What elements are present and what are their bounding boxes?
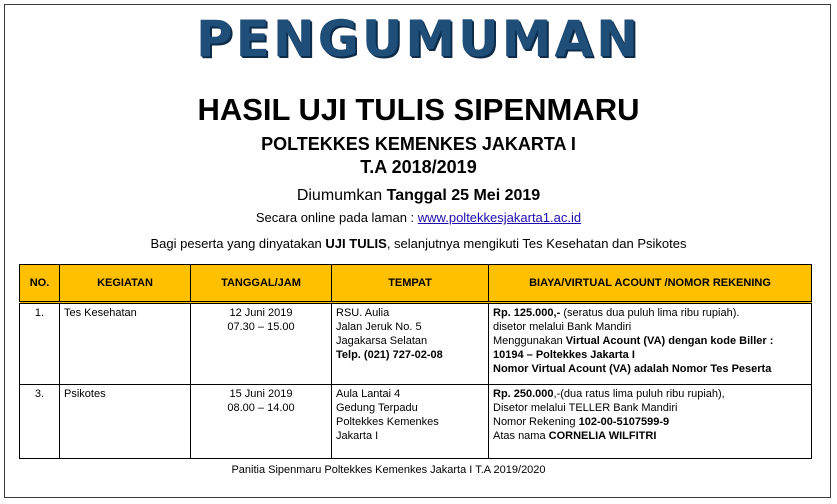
banner-heading: PENGUMUMAN [196,10,641,68]
fee-va-line [493,334,807,348]
fee-account-number: 102-00-5107599-9 [578,416,670,428]
online-info-line [0,210,837,225]
fee-amount: Rp. 125.000,- [493,307,561,319]
fee-holder-line [493,429,807,443]
fee-account-prefix: Nomor Rekening [493,416,579,428]
row-no: 3. [20,385,60,459]
fee-va-note: Nomor Virtual Acount (VA) adalah Nomor Tes Peserta [493,363,772,375]
place-line: Jalan Jeruk No. 5 [336,321,422,333]
footer-text: Panitia Sipenmaru Poltekkes Kemenkes Jakarta I T.A 2019/2020 [231,464,546,476]
row-no: 1. [20,303,60,385]
fee-amount-text: (seratus dua puluh lima ribu rupiah). [560,307,740,319]
place-line: Jagakarsa Selatan [336,335,428,347]
fee-holder-name: CORNELIA WILFITRI [548,430,657,442]
header-kegiatan: KEGIATAN [60,265,191,303]
announce-date: Tanggal 25 Mei 2019 [386,187,541,204]
row-biaya [489,385,812,459]
header-tempat: TEMPAT [332,265,489,303]
schedule-table [19,264,812,459]
institution-subtitle: POLTEKKES KEMENKES JAKARTA I [261,134,576,154]
footer-note [0,464,837,476]
row-tanggal [191,385,332,459]
fee-bank: disetor melalui Bank Mandiri [493,321,632,333]
note-prefix: Bagi peserta yang dinyatakan [150,236,326,251]
row-time: 08.00 – 14.00 [227,402,295,414]
place-phone: Telp. (021) 727-02-08 [336,349,443,361]
fee-amount-text: ,-(dua ratus lima puluh ribu rupiah), [553,388,725,400]
row-date: 15 Juni 2019 [229,388,293,400]
instruction-note [0,236,837,251]
fee-amount: Rp. 250.000 [493,388,554,400]
place-line: Aula Lantai 4 [336,388,401,400]
announcement-date-line [0,187,837,205]
header-biaya: BIAYA/VIRTUAL ACOUNT /NOMOR REKENING [489,265,812,303]
row-time: 07.30 – 15.00 [227,321,295,333]
fee-holder-prefix: Atas nama [493,430,549,442]
row-tanggal [191,303,332,385]
announce-prefix: Diumumkan [296,187,387,204]
academic-year-subtitle: T.A 2018/2019 [360,157,477,177]
fee-account-line [493,415,807,429]
place-line: Gedung Terpadu [336,402,418,414]
fee-biller: 10194 – Poltekkes Jakarta I [493,349,635,361]
table-header-row [20,265,812,303]
website-link[interactable]: www.poltekkesjakarta1.ac.id [417,210,582,225]
row-tempat [332,385,489,459]
place-line: Poltekkes Kemenkes [336,416,439,428]
table-row [20,385,812,459]
fee-line [493,387,807,401]
header-no: NO. [20,265,60,303]
table-row [20,303,812,385]
online-prefix: Secara online pada laman : [255,210,418,225]
place-line: RSU. Aulia [336,307,390,319]
row-biaya [489,303,812,385]
place-line: Jakarta I [336,430,379,442]
page-title: HASIL UJI TULIS SIPENMARU [197,92,640,127]
fee-va-bold: Virtual Acount (VA) dengan kode Biller : [565,335,774,347]
header-tanggal: TANGGAL/JAM [191,265,332,303]
fee-line [493,306,807,320]
fee-bank: Disetor melalui TELLER Bank Mandiri [493,402,678,414]
row-date: 12 Juni 2019 [229,307,293,319]
row-tempat [332,303,489,385]
row-kegiatan: Tes Kesehatan [60,303,191,385]
row-kegiatan: Psikotes [60,385,191,459]
fee-va-prefix: Menggunakan [493,335,566,347]
note-suffix: , selanjutnya mengikuti Tes Kesehatan dan Psikotes [386,236,687,251]
note-bold: UJI TULIS [325,236,387,251]
